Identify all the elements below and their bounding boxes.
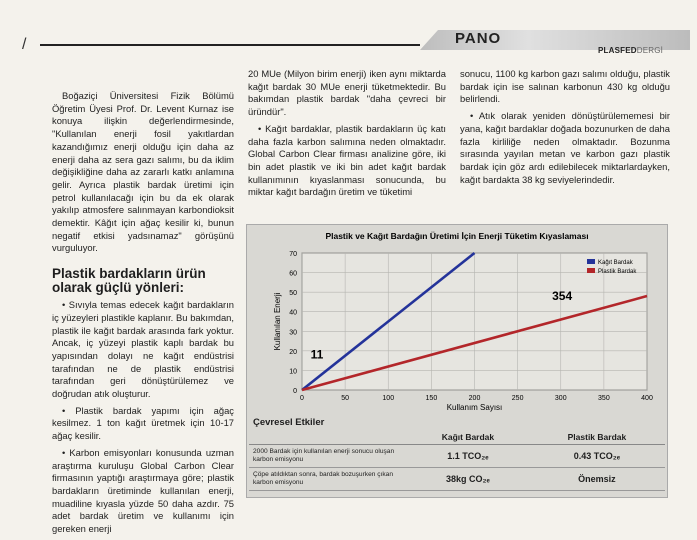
bullet-paragraph: • Atık olarak yeniden dönüştürülememesi bir yana, kağıt bardaklar doğada bozunurken de daha fazla kirliliğe neden olmaktadır. Bozunma sırasında yayılan metan ve karbon gazı plastik bardak için göz ardı edilebilecek miktarlardayken, kağıt bardakta 38 kg seviyelerindedir. bbox=[460, 110, 670, 185]
data-annotation: 11 bbox=[310, 347, 324, 362]
magazine-brand bbox=[598, 46, 663, 55]
infographic-box bbox=[246, 224, 668, 498]
bullet-paragraph: • Kağıt bardaklar, plastik bardakların üç katı daha fazla karbon salımına neden olmaktadır. Global Carbon Clear firması analizine göre, iki bin adet plastik ve iki bin adet kağıt bardak kullanımının kıyaslanması sonucunda, bu miktar kağıt bardağın üretim ve tüketimi bbox=[248, 122, 446, 198]
energy-chart bbox=[247, 225, 667, 415]
x-tick-label: 200 bbox=[468, 395, 481, 402]
article-column-2 bbox=[248, 68, 446, 203]
x-tick-label: 50 bbox=[341, 395, 350, 402]
paper-value: 38kg CO₂ₑ bbox=[407, 468, 529, 491]
legend-swatch bbox=[587, 259, 595, 264]
article-column-1 bbox=[52, 90, 234, 540]
brand-sub: DERGİ bbox=[636, 46, 664, 55]
y-tick-label: 70 bbox=[289, 251, 297, 258]
legend-label: Plastik Bardak bbox=[598, 269, 637, 275]
plastic-value: 0.43 TCO₂ₑ bbox=[529, 445, 665, 468]
x-tick-label: 400 bbox=[641, 395, 653, 402]
emissions-title: Çevresel Etkiler bbox=[253, 417, 325, 428]
data-annotation: 354 bbox=[552, 288, 573, 303]
table-row bbox=[249, 445, 665, 468]
table-header-plastic: Plastik Bardak bbox=[529, 430, 665, 445]
row-label: 2000 Bardak için kullanılan enerji sonucu oluşan karbon emisyonu bbox=[249, 445, 407, 468]
y-tick-label: 30 bbox=[289, 329, 297, 337]
y-tick-label: 40 bbox=[289, 309, 297, 317]
paragraph: 20 MUe (Milyon birim enerji) iken aynı miktarda kağıt bardak 30 MUe enerji tüketmektedir. Bu bakımdan plastik bardak "daha çevreci bir üründür". bbox=[248, 68, 446, 118]
plastic-value: Önemsiz bbox=[529, 468, 665, 491]
emissions-table bbox=[249, 430, 665, 491]
banner-rule bbox=[40, 44, 420, 46]
emissions-table-block bbox=[249, 415, 665, 491]
x-tick-label: 150 bbox=[425, 395, 438, 402]
y-tick-label: 10 bbox=[289, 368, 297, 376]
x-tick-label: 0 bbox=[300, 395, 304, 402]
x-tick-label: 300 bbox=[554, 395, 567, 402]
x-axis-label: Kullanım Sayısı bbox=[446, 403, 503, 412]
brand-main: PLASFED bbox=[598, 46, 637, 55]
y-axis-label: Kullanılan Enerji bbox=[273, 292, 282, 351]
chart-title: Plastik ve Kağıt Bardağın Üretimi İçin Enerji Tüketim Kıyaslaması bbox=[325, 231, 589, 241]
section-banner bbox=[40, 30, 680, 52]
paper-value: 1.1 TCO₂ₑ bbox=[407, 445, 529, 468]
y-tick-label: 60 bbox=[289, 270, 297, 278]
x-tick-label: 100 bbox=[382, 395, 395, 402]
y-tick-label: 50 bbox=[289, 290, 297, 298]
y-tick-label: 20 bbox=[289, 348, 297, 356]
table-header-blank bbox=[249, 430, 407, 445]
intro-paragraph: Boğaziçi Üniversitesi Fizik Bölümü Öğretim Üyesi Prof. Dr. Levent Kurnaz ise konuya ilişkin değerlendirmesinde, "Kullanılan enerji fosil yakıtlardan kazandığımız enerji olduğu için daha az enerji daha az sera gazı salımı, bu da iklim değişikliğine daha az zararlı katkı anlamına gelir. Ayrıca plastik bardak üretimi için petrol kullanılacağı için bu da ek olarak yakılıp atmosfere salınmayan karbondioksit demektir. Kâğıt için ağaç kesilir ki, bunun negatif etkisi yadsınamaz" görüşünü vurguluyor. bbox=[52, 90, 234, 254]
x-tick-label: 350 bbox=[598, 395, 610, 402]
x-tick-label: 250 bbox=[511, 395, 524, 402]
bullet-paragraph: • Sıvıyla temas edecek kağıt bardakların iç yüzeyleri plastikle kaplanır. Bu bakımdan, plastik ile kağıt bardak arasında fark yoktur. Ancak, iç yüzeyi plastik kaplı bardak bu yapısından dolayı ne kağıt endüstrisi tarafından ne de plastik endüstrisi tarafından geri dönüştürülemez ve doğrudan atık oluşturur. bbox=[52, 299, 234, 400]
legend-swatch bbox=[587, 268, 595, 273]
section-heading: Plastik bardakların ürün olarak güçlü yönleri: bbox=[52, 266, 206, 296]
section-title: PANO bbox=[455, 30, 502, 47]
y-tick-label: 0 bbox=[293, 388, 297, 395]
paragraph: sonucu, 1100 kg karbon gazı salımı olduğu, plastik bardak için ise salınan karbonun 430 kg olduğu belirlendi. bbox=[460, 68, 670, 105]
bullet-paragraph: • Plastik bardak yapımı için ağaç kesilmez. 1 ton kağıt üretmek için 10-17 ağaç kesilir. bbox=[52, 404, 234, 442]
legend-label: Kağıt Bardak bbox=[598, 260, 633, 266]
row-label: Çöpe atıldıktan sonra, bardak bozuşurken çıkan karbon emisyonu bbox=[249, 468, 407, 491]
bullet-paragraph: • Karbon emisyonları konusunda uzman araştırma kuruluşu Global Carbon Clear firmasının yaptığı araştırmaya göre; plastik bardakların üretiminde kullanılan enerji, muadiline kıyasla yüzde 50 daha azdır. 75 adet bardak üretim ve kullanımı için gereken enerji bbox=[52, 446, 234, 535]
corner-mark: / bbox=[22, 36, 27, 53]
article-column-3 bbox=[460, 68, 670, 190]
table-row bbox=[249, 468, 665, 491]
table-header-paper: Kağıt Bardak bbox=[407, 430, 529, 445]
